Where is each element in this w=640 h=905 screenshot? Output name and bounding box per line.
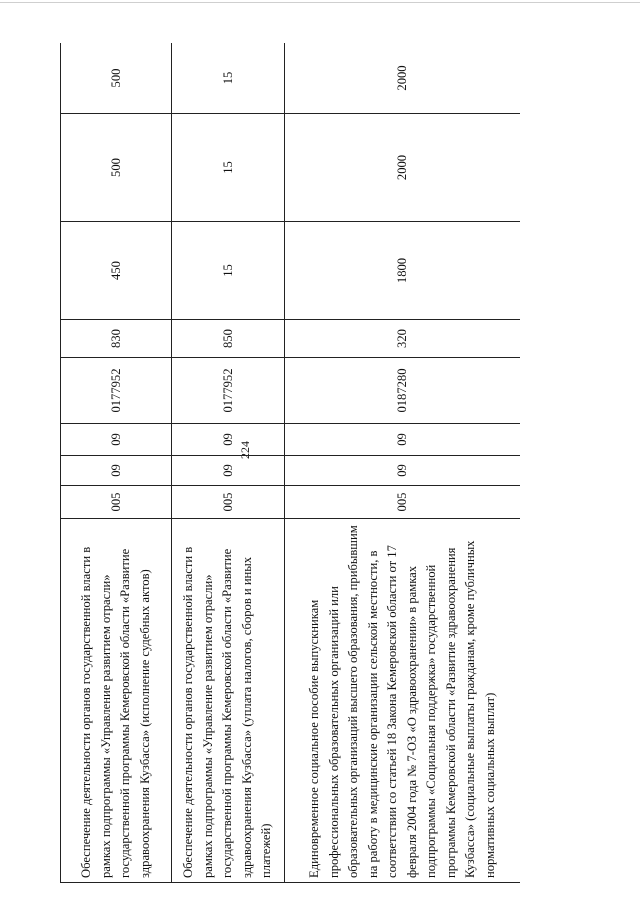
budget-table-container [60,43,520,883]
row-section: 09 [285,456,521,486]
row-value-2: 500 [61,114,172,222]
row-target: 0187280 [285,358,521,424]
row-value-3: 2000 [285,43,521,114]
budget-table [60,43,520,883]
row-value-2: 15 [172,114,285,222]
row-target: 0177952 [61,358,172,424]
row-target: 0177952 [172,358,285,424]
row-name: Обеспечение деятельности органов государственной власти в рамках подпрограммы «Управление развитием отрасли» государственной программы Кемеровской области «Развитие здравоохранения Кузбасса» (исполнение судебных актов) [61,519,172,883]
row-value-3: 15 [172,43,285,114]
row-value-1: 1800 [285,222,521,320]
row-code: 005 [172,486,285,519]
row-subsection: 09 [172,424,285,456]
row-expense-type: 830 [61,320,172,358]
table-row [61,43,172,883]
table-row [172,43,285,883]
top-rule [0,2,640,3]
page-number: 224 [238,441,252,459]
row-expense-type: 320 [285,320,521,358]
row-section: 09 [172,456,285,486]
row-value-3: 500 [61,43,172,114]
row-name: Обеспечение деятельности органов государственной власти в рамках подпрограммы «Управление развитием отрасли» государственной программы Кемеровской области «Развитие здравоохранения Кузбасса» (уплата налогов, сборов и иных платежей) [172,519,285,883]
row-subsection: 09 [61,424,172,456]
table-row [285,43,521,883]
row-expense-type: 850 [172,320,285,358]
row-name: Единовременное социальное пособие выпускникам профессиональных образовательных организаций или образовательных организаций высшего образования, прибывшим на работу в медицинские организации сельской местности, в соответствии со статьей 18 Закона Кемеровской области от 17 февраля 2004 года № 7-ОЗ «О здравоохранении» в рамках подпрограммы «Социальная поддержка» государственной программы Кемеровской области «Развитие здравоохранения Кузбасса» (социальные выплаты гражданам, кроме публичных нормативных социальных выплат) [285,519,521,883]
row-section: 09 [61,456,172,486]
row-code: 005 [285,486,521,519]
row-subsection: 09 [285,424,521,456]
row-value-2: 2000 [285,114,521,222]
row-value-1: 450 [61,222,172,320]
row-value-1: 15 [172,222,285,320]
row-code: 005 [61,486,172,519]
